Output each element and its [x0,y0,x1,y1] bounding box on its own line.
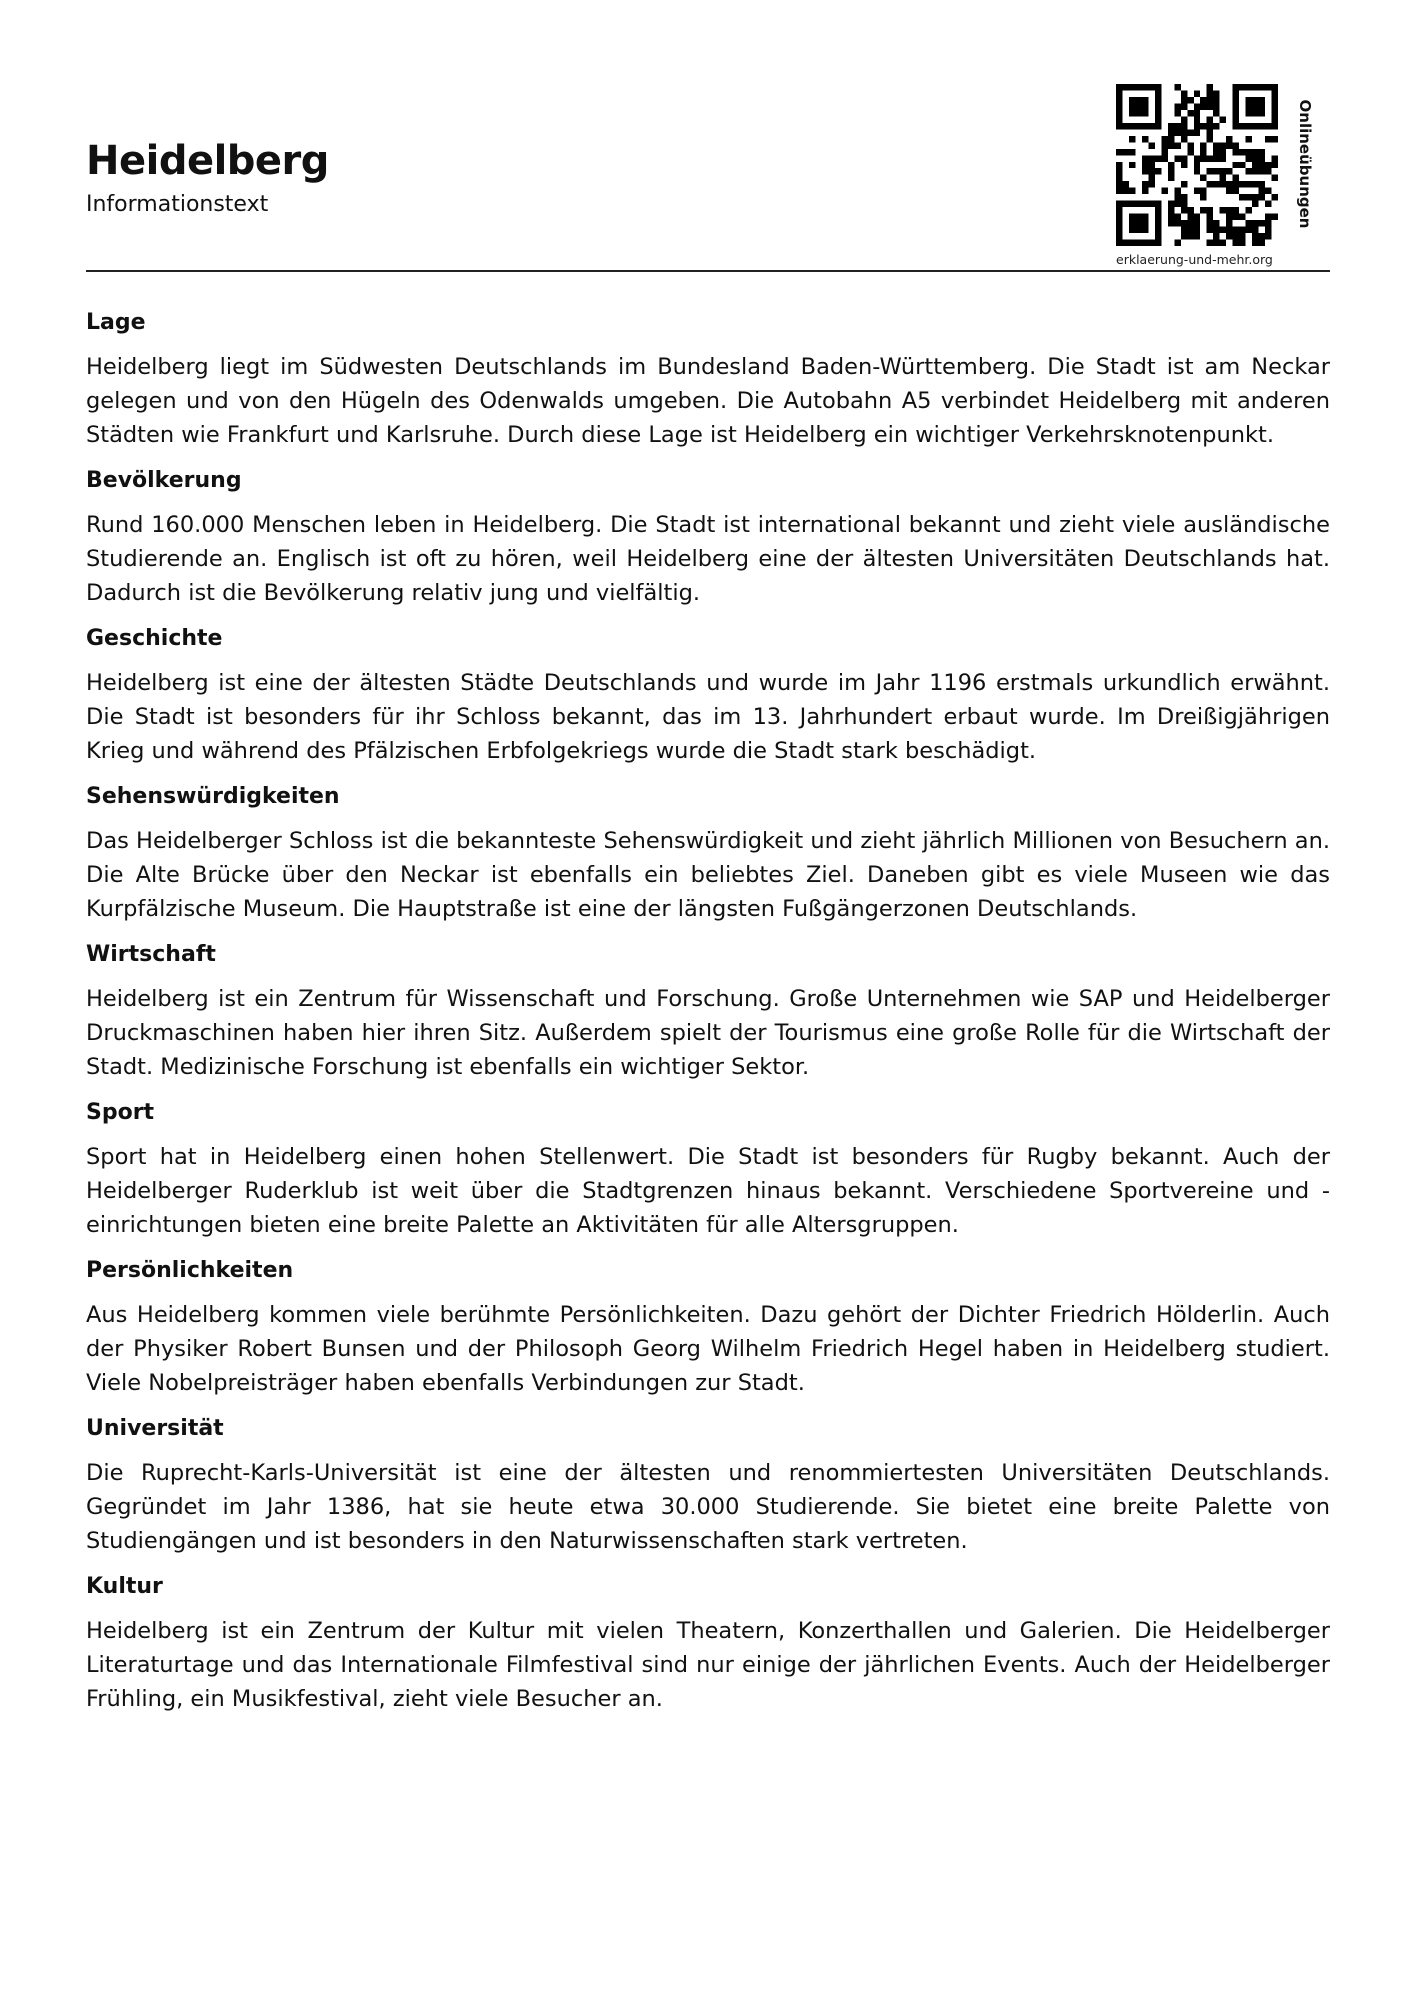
qr-url-text: erklaerung-und-mehr.org [1116,252,1273,267]
section-lage [86,308,1330,452]
page-header [86,0,1330,275]
section-paragraph: Aus Heidelberg kommen viele berühmte Persönlichkeiten. Dazu gehört der Dichter Friedrich Hölderlin. Auch der Physiker Robert Bunsen und der Philosoph Georg Wilhelm Friedrich Hegel haben in Heidelberg studiert. Viele Nobelpreisträger haben ebenfalls Verbindungen zur Stadt. [86,1302,1330,1396]
section-bevoelkerung [86,466,1330,610]
section-heading: Sehenswürdigkeiten [86,784,340,809]
section-sport [86,1098,1330,1242]
section-geschichte [86,624,1330,768]
section-heading: Kultur [86,1574,163,1599]
section-paragraph: Heidelberg ist eine der ältesten Städte Deutschlands und wurde im Jahr 1196 erstmals urkundlich erwähnt. Die Stadt ist besonders für ihr Schloss bekannt, das im 13. Jahrhundert erbaut wurde. Im Dreißigjährigen Krieg und während des Pfälzischen Erbfolgekriegs wurde die Stadt stark beschädigt. [86,670,1330,764]
qr-side-label: Onlineübungen [1296,99,1314,229]
section-heading: Wirtschaft [86,942,216,967]
page-title: Heidelberg [86,138,329,184]
section-heading: Bevölkerung [86,468,242,493]
section-universitaet [86,1414,1330,1558]
section-paragraph: Die Ruprecht-Karls-Universität ist eine der ältesten und renommiertesten Universitäten Deutschlands. Gegründet im Jahr 1386, hat sie heute etwa 30.000 Studierende. Sie bietet eine breite Palette von Studiengängen und ist besonders in den Naturwissenschaften stark vertreten. [86,1460,1330,1554]
section-heading: Lage [86,310,146,335]
document-body [86,308,1330,1730]
section-heading: Sport [86,1100,155,1125]
section-wirtschaft [86,940,1330,1084]
section-heading: Persönlichkeiten [86,1258,294,1283]
header-divider [86,270,1330,272]
section-paragraph: Sport hat in Heidelberg einen hohen Stellenwert. Die Stadt ist besonders für Rugby bekannt. Auch der Heidelberger Ruderklub ist weit über die Stadtgrenzen hinaus bekannt. Verschiedene Sportvereine und -einrichtungen bieten eine breite Palette an Aktivitäten für alle Altersgruppen. [86,1144,1330,1238]
page-subtitle: Informationstext [86,192,269,217]
section-paragraph: Heidelberg ist ein Zentrum der Kultur mit vielen Theatern, Konzerthallen und Galerien. Die Heidelberger Literaturtage und das Internationale Filmfestival sind nur einige der jährlichen Events. Auch der Heidelberger Frühling, ein Musikfestival, zieht viele Besucher an. [86,1618,1330,1712]
section-kultur [86,1572,1330,1716]
qr-block[interactable] [1116,84,1330,270]
section-paragraph: Das Heidelberger Schloss ist die bekannteste Sehenswürdigkeit und zieht jährlich Millionen von Besuchern an. Die Alte Brücke über den Neckar ist ebenfalls ein beliebtes Ziel. Daneben gibt es viele Museen wie das Kurpfälzische Museum. Die Hauptstraße ist eine der längsten Fußgängerzonen Deutschlands. [86,828,1330,922]
section-heading: Universität [86,1416,224,1441]
section-sehenswuerdigkeiten [86,782,1330,926]
qr-code-icon[interactable] [1116,84,1278,246]
section-paragraph: Rund 160.000 Menschen leben in Heidelberg. Die Stadt ist international bekannt und zieht viele ausländische Studierende an. Englisch ist oft zu hören, weil Heidelberg eine der ältesten Universitäten Deutschlands hat. Dadurch ist die Bevölkerung relativ jung und vielfältig. [86,512,1330,606]
section-heading: Geschichte [86,626,223,651]
section-paragraph: Heidelberg liegt im Südwesten Deutschlands im Bundesland Baden-Württemberg. Die Stadt ist am Neckar gelegen und von den Hügeln des Odenwalds umgeben. Die Autobahn A5 verbindet Heidelberg mit anderen Städten wie Frankfurt und Karlsruhe. Durch diese Lage ist Heidelberg ein wichtiger Verkehrsknotenpunkt. [86,354,1330,448]
section-persoenlichkeiten [86,1256,1330,1400]
section-paragraph: Heidelberg ist ein Zentrum für Wissenschaft und Forschung. Große Unternehmen wie SAP und Heidelberger Druckmaschinen haben hier ihren Sitz. Außerdem spielt der Tourismus eine große Rolle für die Wirtschaft der Stadt. Medizinische Forschung ist ebenfalls ein wichtiger Sektor. [86,986,1330,1080]
